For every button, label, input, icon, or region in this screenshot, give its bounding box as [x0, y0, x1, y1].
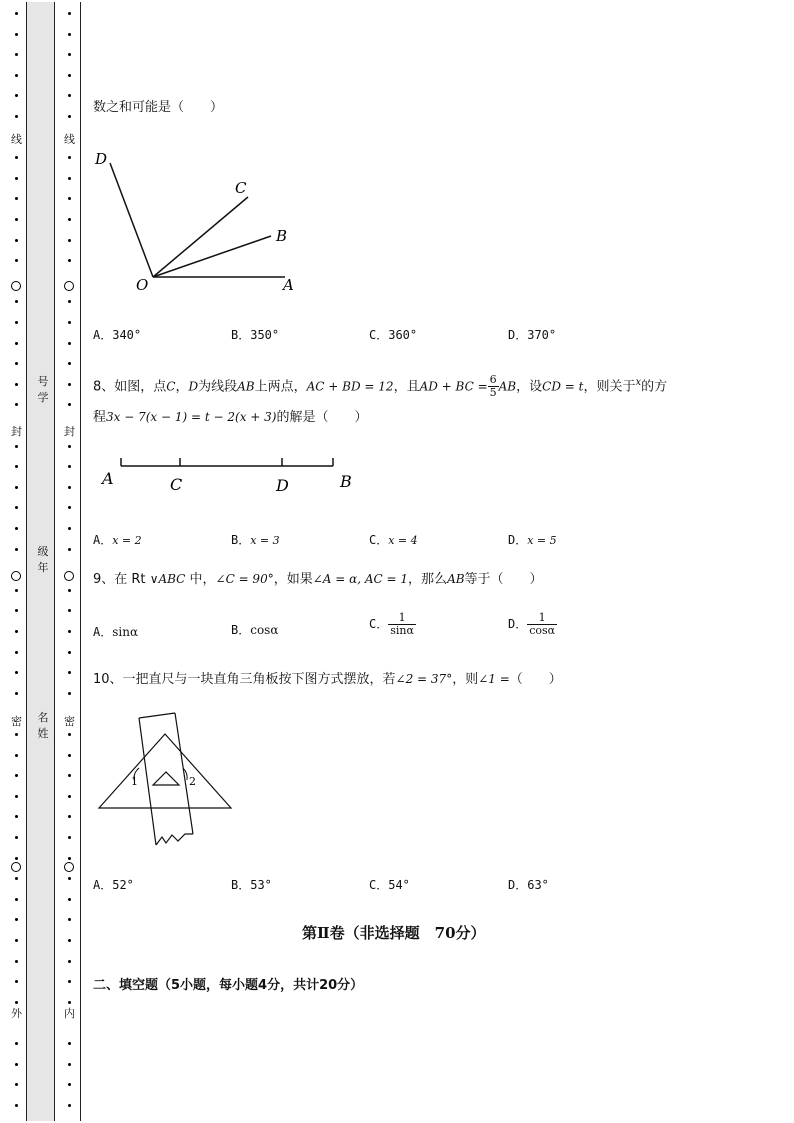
q7-option-d[interactable]: D．370° [508, 328, 557, 342]
binding-dot [68, 74, 71, 77]
option-fraction [527, 612, 557, 637]
binding-dot [68, 177, 71, 180]
q9-text: ，那么 [408, 572, 448, 587]
binding-dot [68, 651, 71, 654]
binding-dot [68, 218, 71, 221]
grade-label: 级年 [37, 545, 49, 574]
binding-dot [68, 774, 71, 777]
q8-stem-line2 [93, 408, 367, 427]
point-O-label: O [136, 276, 149, 294]
q7-option-a[interactable]: A．340° [93, 328, 142, 342]
q8-text: 的方 [641, 379, 668, 395]
binding-dot [68, 53, 71, 56]
q8-fraction-denominator: 5 [489, 386, 497, 400]
q8-math: AD + BC = [419, 379, 488, 394]
inner-char-secret: 密 [64, 715, 75, 728]
name-label: 名姓 [37, 711, 49, 740]
binding-dot [15, 197, 18, 200]
binding-dot [68, 877, 71, 880]
q10-text: （ ） [509, 672, 562, 687]
binding-dot [15, 1042, 18, 1045]
binding-dot [68, 156, 71, 159]
q8-segment-figure [95, 452, 365, 497]
binding-dot [68, 527, 71, 530]
q8-text: 为线段 [198, 379, 238, 395]
q8-text: ，设 [516, 379, 543, 395]
outer-char-seal: 封 [11, 425, 22, 438]
part-ii-title: 第Ⅱ卷（非选择题 70分） [302, 924, 486, 942]
q10-stem [93, 670, 562, 689]
q8-math: CD = t [542, 379, 584, 394]
binding-dot [68, 1104, 71, 1107]
binding-dot [68, 1042, 71, 1045]
binding-dot [15, 754, 18, 757]
binding-dot [15, 94, 18, 97]
q9-math: ∠C = 90° [215, 572, 274, 586]
q8-text: 程 [93, 410, 107, 425]
binding-dot [15, 815, 18, 818]
binding-dot [68, 115, 71, 118]
q8-math: AB [498, 379, 517, 394]
binding-dot [15, 857, 18, 860]
inner-circle [64, 862, 74, 872]
q10-option-a[interactable]: A．52° [93, 878, 134, 892]
point-A-label: A [283, 276, 294, 294]
option-label: A． [93, 625, 113, 639]
option-expr: x = 5 [527, 534, 557, 547]
binding-dot [15, 259, 18, 262]
inner-circle [64, 281, 74, 291]
q8-math: D [188, 379, 199, 394]
binding-dot [68, 12, 71, 15]
binding-dot [68, 589, 71, 592]
q10-option-c[interactable]: C．54° [369, 878, 410, 892]
q8-option-c[interactable] [369, 531, 418, 548]
inner-circle [64, 571, 74, 581]
binding-dot [68, 692, 71, 695]
binding-dot [15, 527, 18, 530]
binding-dot [68, 960, 71, 963]
option-expr: x = 2 [112, 534, 142, 547]
q10-text: 10、一把直尺与一块直角三角板按下图方式摆放，若 [93, 672, 396, 687]
binding-dot [68, 795, 71, 798]
q7-stem-tail: 数之和可能是（ ） [93, 100, 224, 115]
q8-option-b[interactable] [231, 531, 280, 548]
q8-text: ，则关于 [583, 379, 636, 395]
binding-dot [68, 980, 71, 983]
binding-dot [68, 1083, 71, 1086]
option-expr: x = 3 [250, 534, 280, 547]
binding-dot [68, 300, 71, 303]
inner-char-line: 线 [64, 133, 75, 146]
binding-dot [15, 156, 18, 159]
option-expr: cosα [250, 623, 279, 637]
binding-dot [15, 486, 18, 489]
binding-dot [15, 383, 18, 386]
binding-dot [68, 671, 71, 674]
q8-equation: 3x − 7(x − 1) = t − 2(x + 3) [106, 410, 277, 424]
binding-dot [68, 1001, 71, 1004]
point-C-label: C [235, 179, 247, 197]
student-number-label: 号学 [37, 375, 49, 404]
q10-math: ∠2 = 37° [395, 672, 453, 686]
binding-dot [68, 630, 71, 633]
q8-text: ，且 [393, 379, 420, 395]
q7-angle-figure [90, 148, 310, 298]
fraction-numerator: 1 [527, 612, 557, 625]
point-D-label: D [95, 150, 108, 168]
q9-math: AB [447, 572, 465, 586]
binding-dot [68, 1063, 71, 1066]
binding-dot [15, 630, 18, 633]
q8-math: AB [237, 379, 255, 394]
binding-margin [0, 0, 82, 1123]
option-label: C． [369, 533, 389, 547]
q9-text: 中， [189, 572, 216, 587]
binding-dot [68, 506, 71, 509]
option-label: B． [231, 623, 251, 637]
q8-option-d[interactable] [508, 531, 557, 548]
option-label: C． [369, 617, 389, 631]
fraction-denominator: cosα [529, 624, 556, 637]
binding-dot [15, 403, 18, 406]
q9-text: ，如果 [273, 572, 313, 587]
binding-dot [15, 671, 18, 674]
binding-dot [15, 589, 18, 592]
q9-stem [93, 570, 543, 589]
fraction-denominator: sinα [390, 624, 414, 637]
binding-line [80, 2, 81, 1121]
point-B-label: B [276, 227, 288, 245]
q8-stem-line1 [93, 374, 667, 399]
binding-dot [15, 465, 18, 468]
q8-text: 的解是（ ） [276, 410, 368, 425]
binding-dot [15, 836, 18, 839]
binding-dot [68, 239, 71, 242]
binding-dot [15, 300, 18, 303]
binding-dot [68, 403, 71, 406]
q10-option-d[interactable]: D．63° [508, 878, 549, 892]
binding-dot [15, 1063, 18, 1066]
q10-option-b[interactable]: B．53° [231, 878, 272, 892]
point-C-label: C [170, 475, 183, 494]
binding-dot [68, 836, 71, 839]
option-fraction [388, 612, 416, 637]
binding-dot [68, 548, 71, 551]
binding-dot [15, 1083, 18, 1086]
binding-dot [68, 94, 71, 97]
q8-math: AC + BD = 12 [306, 379, 394, 394]
section-2-title: 二、填空题（5小题，每小题4分，共计20分） [93, 978, 364, 993]
outer-circle [11, 571, 21, 581]
binding-dot [68, 362, 71, 365]
binding-dot [15, 960, 18, 963]
q9-math: ∠A = α, AC = 1 [312, 572, 409, 586]
outer-char-outside: 外 [11, 1007, 22, 1020]
fraction-numerator: 1 [388, 612, 416, 625]
q10-ruler-triangle-figure [95, 710, 240, 850]
binding-dot [68, 197, 71, 200]
binding-dot [15, 115, 18, 118]
binding-dot [15, 218, 18, 221]
q9-option-c[interactable] [369, 612, 416, 637]
q9-option-a[interactable] [93, 623, 138, 640]
q8-fraction-numerator: 6 [489, 373, 497, 387]
binding-dot [15, 980, 18, 983]
binding-dot [15, 774, 18, 777]
binding-dot [15, 362, 18, 365]
q8-fraction [488, 374, 499, 399]
outer-char-line: 线 [11, 133, 22, 146]
option-expr: sinα [112, 625, 139, 639]
q8-math: C [166, 379, 176, 394]
q9-text: 9、在 Rt [93, 572, 146, 587]
q9-text: 等于（ ） [464, 572, 543, 587]
q9-option-b[interactable] [231, 621, 278, 638]
binding-dot [68, 465, 71, 468]
binding-dot [15, 33, 18, 36]
binding-dot [15, 692, 18, 695]
binding-dot [68, 754, 71, 757]
binding-dot [15, 239, 18, 242]
q8-text: 8、如图，点 [93, 379, 167, 395]
binding-dot [68, 321, 71, 324]
binding-dot [15, 733, 18, 736]
binding-dot [68, 33, 71, 36]
option-expr: x = 4 [388, 534, 418, 547]
binding-dot [15, 53, 18, 56]
option-label: A． [93, 533, 113, 547]
q10-text: ，则 [452, 672, 479, 687]
angle-2-label: 2 [189, 775, 196, 788]
option-label: D． [508, 533, 528, 547]
binding-dot [15, 939, 18, 942]
q10-math: ∠1 = [478, 672, 510, 686]
binding-dot [15, 445, 18, 448]
binding-dot [15, 877, 18, 880]
outer-circle [11, 281, 21, 291]
point-D-label: D [276, 476, 289, 495]
binding-dot [68, 486, 71, 489]
binding-dot [15, 1104, 18, 1107]
binding-dot [68, 815, 71, 818]
binding-dot [68, 857, 71, 860]
point-A-label: A [102, 469, 114, 488]
q8-text: 上两点， [254, 379, 307, 395]
binding-dot [68, 939, 71, 942]
binding-dot [15, 177, 18, 180]
binding-dot [68, 918, 71, 921]
q9-math: ∨ABC [149, 572, 186, 586]
binding-dot [15, 548, 18, 551]
binding-dot [15, 12, 18, 15]
binding-dot [15, 342, 18, 345]
binding-dot [15, 795, 18, 798]
inner-char-inside: 内 [64, 1007, 75, 1020]
q7-option-c[interactable]: C．360° [369, 328, 418, 342]
q7-option-b[interactable]: B．350° [231, 328, 280, 342]
point-B-label: B [340, 472, 352, 491]
q9-option-d[interactable] [508, 612, 557, 637]
outer-circle [11, 862, 21, 872]
binding-dot [15, 898, 18, 901]
option-label: B． [231, 533, 251, 547]
binding-dot [15, 609, 18, 612]
q8-text: ， [175, 379, 189, 395]
binding-dot [68, 383, 71, 386]
binding-dot [15, 321, 18, 324]
inner-char-seal: 封 [64, 425, 75, 438]
binding-dot [68, 342, 71, 345]
binding-dot [68, 445, 71, 448]
binding-dot [15, 1001, 18, 1004]
binding-dot [15, 506, 18, 509]
binding-dot [68, 259, 71, 262]
q8-option-a[interactable] [93, 531, 142, 548]
binding-dot [15, 918, 18, 921]
binding-dot [68, 733, 71, 736]
binding-dot [68, 898, 71, 901]
binding-dot [15, 651, 18, 654]
binding-dot [15, 74, 18, 77]
outer-char-secret: 密 [11, 715, 22, 728]
angle-1-label: 1 [131, 775, 138, 788]
option-label: D． [508, 617, 528, 631]
binding-dot [68, 609, 71, 612]
q8-math: x [635, 377, 642, 388]
